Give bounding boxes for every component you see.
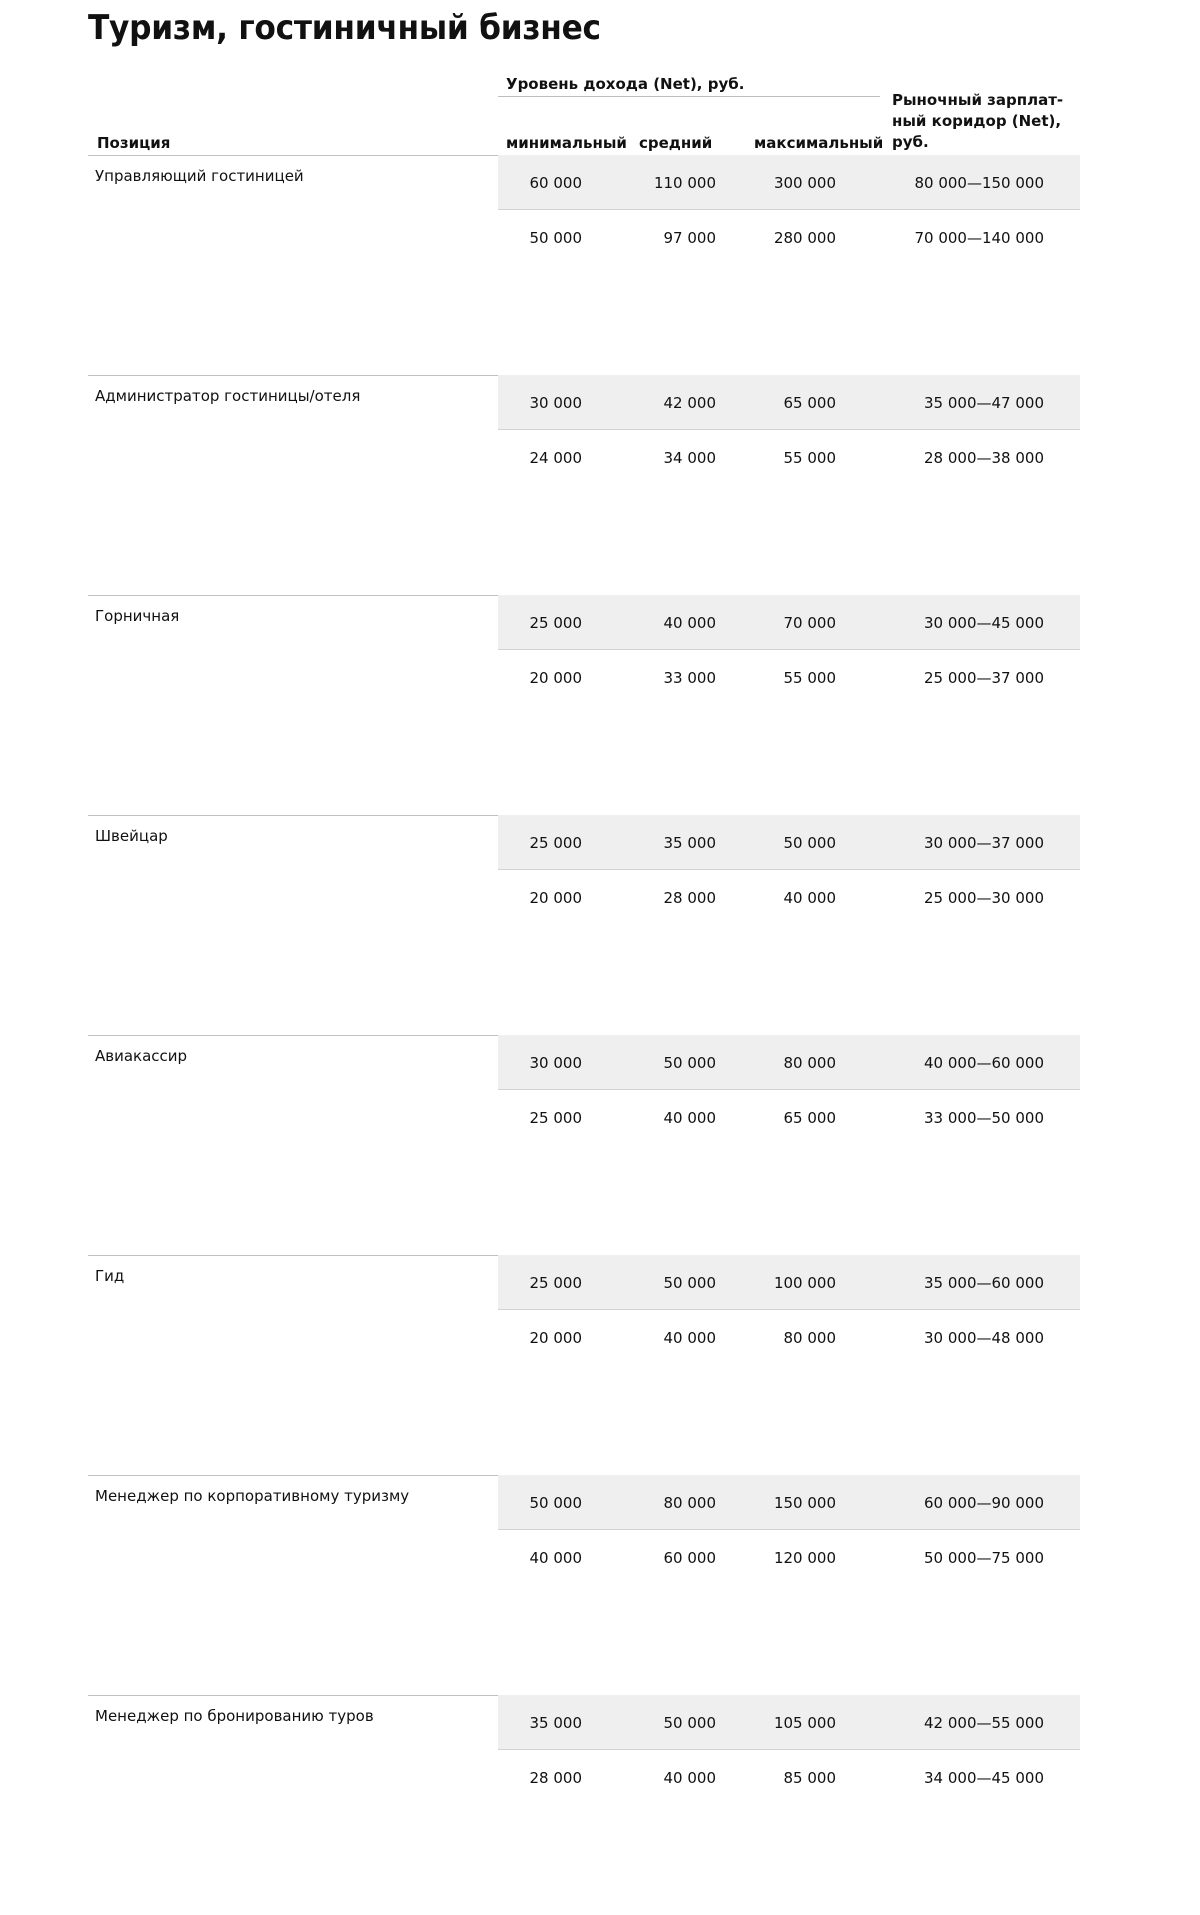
- cell-maximum: 150 000: [773, 1494, 836, 1512]
- table-row-group: [0, 1695, 1200, 1915]
- table-row: [498, 1035, 1080, 1090]
- cell-corridor: 50 000—75 000: [924, 1549, 1044, 1567]
- cell-minimum: 30 000: [529, 1054, 582, 1072]
- position-label: Управляющий гостиницей: [95, 167, 304, 185]
- cell-average: 80 000: [663, 1494, 716, 1512]
- row-divider: [88, 595, 498, 596]
- table-row: [498, 1255, 1080, 1310]
- table-row: [498, 595, 1080, 650]
- cell-maximum: 80 000: [783, 1329, 836, 1347]
- position-label: Швейцар: [95, 827, 168, 845]
- row-divider: [88, 1035, 498, 1036]
- cell-average: 50 000: [663, 1274, 716, 1292]
- table-row-group: [0, 595, 1200, 815]
- cell-maximum: 280 000: [773, 229, 836, 247]
- cell-average: 35 000: [663, 834, 716, 852]
- row-divider: [88, 1695, 498, 1696]
- row-divider: [88, 375, 498, 376]
- cell-corridor: 28 000—38 000: [924, 449, 1044, 467]
- position-label: Гид: [95, 1267, 125, 1285]
- cell-maximum: 105 000: [773, 1714, 836, 1732]
- table-row: [498, 375, 1080, 430]
- row-divider: [88, 1475, 498, 1476]
- table-row-group: [0, 1035, 1200, 1255]
- cell-minimum: 25 000: [529, 1274, 582, 1292]
- position-label: Горничная: [95, 607, 180, 625]
- cell-minimum: 40 000: [529, 1549, 582, 1567]
- table-row: [498, 1695, 1080, 1750]
- cell-average: 42 000: [663, 394, 716, 412]
- cell-corridor: 60 000—90 000: [924, 1494, 1044, 1512]
- salary-table-body: [0, 155, 1200, 1915]
- income-group-header: Уровень дохода (Net), руб.: [506, 75, 745, 93]
- cell-average: 40 000: [663, 614, 716, 632]
- cell-minimum: 25 000: [529, 614, 582, 632]
- table-row: [498, 430, 1080, 485]
- column-header-corridor: Рыночный зарплат-ный коридор (Net), руб.: [892, 91, 1064, 151]
- page-title: Туризм, гостиничный бизнес: [88, 8, 601, 48]
- cell-corridor: 33 000—50 000: [924, 1109, 1044, 1127]
- cell-maximum: 65 000: [783, 1109, 836, 1127]
- table-row: [498, 1090, 1080, 1145]
- cell-maximum: 40 000: [783, 889, 836, 907]
- cell-average: 28 000: [663, 889, 716, 907]
- cell-minimum: 35 000: [529, 1714, 582, 1732]
- table-row: [498, 870, 1080, 925]
- row-divider: [88, 815, 498, 816]
- cell-maximum: 80 000: [783, 1054, 836, 1072]
- cell-corridor: 34 000—45 000: [924, 1769, 1044, 1787]
- table-row-group: [0, 155, 1200, 375]
- cell-average: 60 000: [663, 1549, 716, 1567]
- table-row-group: [0, 1255, 1200, 1475]
- position-label: Администратор гостиницы/отеля: [95, 387, 361, 405]
- table-row: [498, 210, 1080, 265]
- cell-corridor: 25 000—37 000: [924, 669, 1044, 687]
- cell-corridor: 30 000—48 000: [924, 1329, 1044, 1347]
- table-row-group: [0, 815, 1200, 1035]
- cell-average: 40 000: [663, 1769, 716, 1787]
- cell-average: 50 000: [663, 1054, 716, 1072]
- position-label: Менеджер по корпоративному туризму: [95, 1487, 410, 1505]
- cell-corridor: 40 000—60 000: [924, 1054, 1044, 1072]
- cell-corridor: 30 000—45 000: [924, 614, 1044, 632]
- cell-maximum: 100 000: [773, 1274, 836, 1292]
- cell-minimum: 60 000: [529, 174, 582, 192]
- column-header-minimum: минимальный: [506, 134, 627, 152]
- cell-average: 40 000: [663, 1109, 716, 1127]
- table-row: [498, 815, 1080, 870]
- cell-average: 33 000: [663, 669, 716, 687]
- cell-corridor: 30 000—37 000: [924, 834, 1044, 852]
- cell-average: 97 000: [663, 229, 716, 247]
- cell-average: 34 000: [663, 449, 716, 467]
- cell-maximum: 85 000: [783, 1769, 836, 1787]
- cell-maximum: 55 000: [783, 449, 836, 467]
- cell-maximum: 300 000: [773, 174, 836, 192]
- cell-minimum: 30 000: [529, 394, 582, 412]
- cell-corridor: 35 000—47 000: [924, 394, 1044, 412]
- cell-minimum: 20 000: [529, 1329, 582, 1347]
- cell-maximum: 50 000: [783, 834, 836, 852]
- cell-minimum: 24 000: [529, 449, 582, 467]
- cell-maximum: 65 000: [783, 394, 836, 412]
- table-row: [498, 1475, 1080, 1530]
- cell-corridor: 25 000—30 000: [924, 889, 1044, 907]
- table-row: [498, 650, 1080, 705]
- cell-minimum: 25 000: [529, 834, 582, 852]
- table-row-group: [0, 375, 1200, 595]
- cell-minimum: 28 000: [529, 1769, 582, 1787]
- position-label: Менеджер по бронированию туров: [95, 1707, 374, 1725]
- cell-maximum: 120 000: [773, 1549, 836, 1567]
- column-header-position: Позиция: [97, 134, 171, 152]
- column-header-average: средний: [639, 134, 713, 152]
- cell-maximum: 70 000: [783, 614, 836, 632]
- cell-minimum: 25 000: [529, 1109, 582, 1127]
- table-row-group: [0, 1475, 1200, 1695]
- table-row: [498, 1310, 1080, 1365]
- cell-average: 50 000: [663, 1714, 716, 1732]
- cell-minimum: 50 000: [529, 1494, 582, 1512]
- table-row: [498, 155, 1080, 210]
- cell-corridor: 35 000—60 000: [924, 1274, 1044, 1292]
- cell-corridor: 70 000—140 000: [914, 229, 1044, 247]
- cell-average: 40 000: [663, 1329, 716, 1347]
- row-divider: [88, 155, 498, 156]
- position-label: Авиакассир: [95, 1047, 188, 1065]
- cell-minimum: 50 000: [529, 229, 582, 247]
- table-row: [498, 1750, 1080, 1805]
- row-divider: [88, 1255, 498, 1256]
- cell-maximum: 55 000: [783, 669, 836, 687]
- cell-minimum: 20 000: [529, 889, 582, 907]
- table-row: [498, 1530, 1080, 1585]
- cell-average: 110 000: [653, 174, 716, 192]
- cell-minimum: 20 000: [529, 669, 582, 687]
- income-group-rule: [498, 96, 880, 97]
- column-header-maximum: максимальный: [754, 134, 884, 152]
- cell-corridor: 42 000—55 000: [924, 1714, 1044, 1732]
- cell-corridor: 80 000—150 000: [914, 174, 1044, 192]
